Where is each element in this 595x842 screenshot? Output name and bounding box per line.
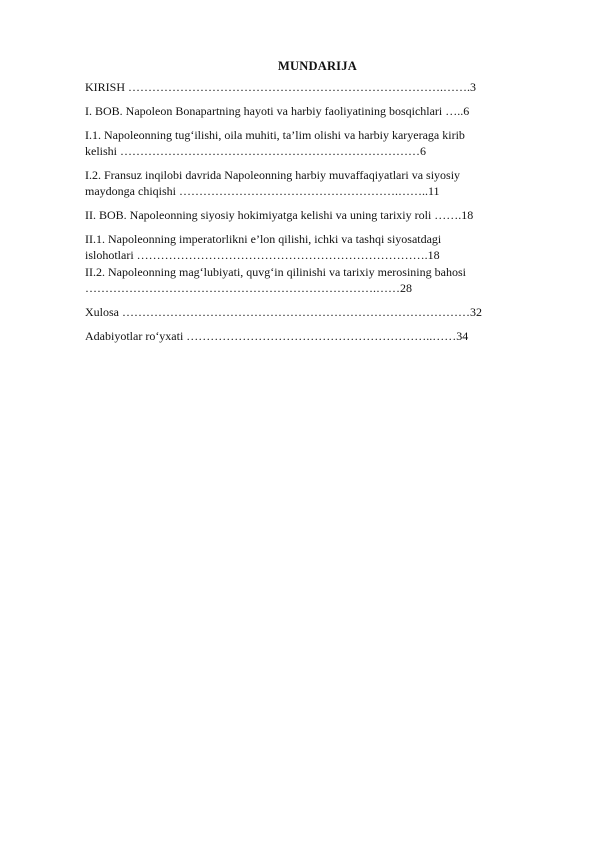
toc-entry-section-2-2-line2: ……………………………………………………………….……28 (85, 281, 412, 295)
toc-entry-section-2-2-line1: II.2. Napoleonning mag‘lubiyati, quvg‘in qilinishi va tarixiy merosining bahosi (85, 265, 466, 279)
toc-entry-chapter-1: I. BOB. Napoleon Bonapartning hayoti va harbiy faoliyatining bosqichlari …..6 (85, 104, 470, 118)
toc-entry-section-1-2-line1: I.2. Fransuz inqilobi davrida Napoleonning harbiy muvaffaqiyatlari va siyosiy (85, 168, 461, 182)
toc-entry-section-2-1-line2: islohotlari ……………………………………………………………….18 (85, 248, 440, 262)
toc-entry-section-1-2-line2: maydonga chiqishi ……………………………………………….……..11 (85, 184, 440, 198)
toc-entry-section-1-1-line2: kelishi …………………………………………………………………6 (85, 144, 426, 158)
toc-entry-kirish: KIRISH …………………………………………………………………….…….3 (85, 80, 477, 94)
toc-entry-chapter-2: II. BOB. Napoleonning siyosiy hokimiyatga kelishi va uning tarixiy roli …….18 (85, 208, 474, 222)
table-of-contents (85, 79, 565, 344)
toc-entry-xulosa: Xulosa ……………………………………………………………………………32 (85, 305, 482, 319)
toc-entry-adabiyotlar: Adabiyotlar ro‘yxati ……………………………………………………..……34 (85, 329, 469, 343)
toc-entry-section-1-1-line1: I.1. Napoleonning tug‘ilishi, oila muhiti, ta’lim olishi va harbiy karyeraga kirib (85, 128, 465, 142)
toc-entry-section-2-1-line1: II.1. Napoleonning imperatorlikni e’lon qilishi, ichki va tashqi siyosatdagi (85, 232, 442, 246)
toc-title: MUNDARIJA (278, 59, 357, 73)
